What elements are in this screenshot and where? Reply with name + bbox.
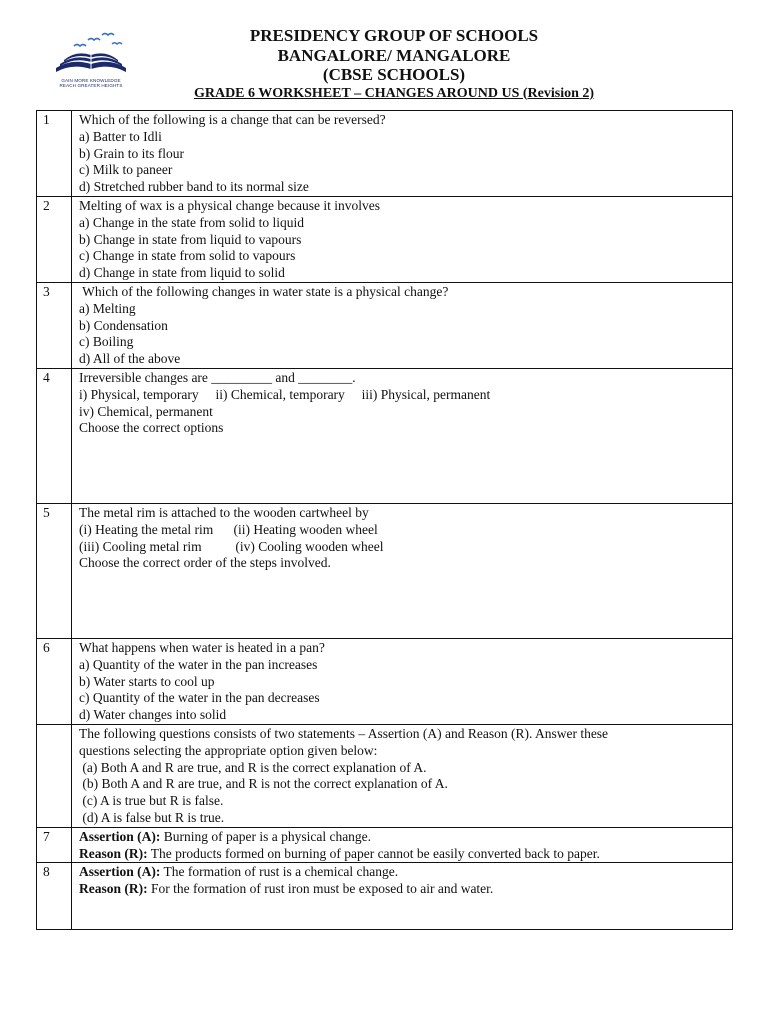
option-b: b) Condensation	[79, 317, 168, 333]
option-c: c) Change in state from solid to vapours	[79, 248, 296, 264]
title-block	[0, 26, 768, 102]
worksheet-header	[0, 0, 768, 110]
question-number: 2	[37, 196, 72, 282]
question-row-4	[37, 368, 733, 503]
question-row-7	[37, 827, 733, 863]
question-content	[72, 863, 733, 930]
instructions-content	[72, 724, 733, 827]
question-content	[72, 638, 733, 724]
school-location: BANGALORE/ MANGALORE	[277, 45, 511, 65]
question-number: 1	[37, 111, 72, 197]
question-row-5	[37, 503, 733, 638]
option-b: b) Grain to its flour	[79, 145, 184, 161]
question-content	[72, 196, 733, 282]
assertion-text: Burning of paper is a physical change.	[160, 828, 372, 844]
worksheet-title: GRADE 6 WORKSHEET – CHANGES AROUND US (Revision 2)	[193, 85, 595, 101]
instruction-text: Choose the correct options	[79, 420, 224, 436]
question-number: 7	[37, 827, 72, 863]
option-d: (d) A is false but R is true.	[79, 809, 225, 825]
option-line: iv) Chemical, permanent	[79, 403, 213, 419]
question-text: Irreversible changes are _________ and ________.	[79, 369, 356, 385]
question-text: What happens when water is heated in a pan?	[79, 639, 325, 655]
option-a: a) Melting	[79, 300, 136, 316]
assertion-reason-instructions-row	[37, 724, 733, 827]
instruction-text: questions selecting the appropriate option given below:	[79, 742, 378, 758]
option-line: (i) Heating the metal rim (ii) Heating wooden wheel	[79, 521, 378, 537]
question-row-8	[37, 863, 733, 930]
question-row-1	[37, 111, 733, 197]
reason-text: For the formation of rust iron must be exposed to air and water.	[147, 881, 494, 897]
option-c: c) Quantity of the water in the pan decreases	[79, 690, 320, 706]
question-content	[72, 111, 733, 197]
question-text: Which of the following is a change that can be reversed?	[79, 112, 386, 127]
reason-text: The products formed on burning of paper cannot be easily converted back to paper.	[147, 845, 600, 861]
option-c: c) Milk to paneer	[79, 162, 173, 178]
instruction-text: Choose the correct order of the steps involved.	[79, 555, 331, 571]
reason-label: Reason (R):	[79, 845, 148, 861]
question-row-3	[37, 282, 733, 368]
option-a: a) Change in the state from solid to liquid	[79, 214, 304, 230]
option-b: (b) Both A and R are true, and R is not the correct explanation of A.	[79, 776, 448, 792]
instruction-text: The following questions consists of two statements – Assertion (A) and Reason (R). Answer these	[79, 725, 609, 741]
question-number: 5	[37, 503, 72, 638]
assertion-label: Assertion (A):	[79, 864, 161, 880]
question-content	[72, 827, 733, 863]
option-c: c) Boiling	[79, 334, 134, 350]
assertion-line	[79, 829, 728, 846]
question-text: Melting of wax is a physical change because it involves	[79, 197, 381, 213]
assertion-line	[79, 864, 728, 881]
option-d: d) Water changes into solid	[79, 707, 227, 723]
reason-line	[79, 881, 728, 898]
option-d: d) Stretched rubber band to its normal size	[79, 179, 309, 195]
question-number	[37, 724, 72, 827]
option-a: (a) Both A and R are true, and R is the correct explanation of A.	[79, 759, 427, 775]
question-number: 6	[37, 638, 72, 724]
question-content	[72, 503, 733, 638]
option-b: b) Change in state from liquid to vapours	[79, 231, 302, 247]
assertion-label: Assertion (A):	[79, 828, 161, 844]
question-number: 4	[37, 368, 72, 503]
option-d: d) Change in state from liquid to solid	[79, 265, 285, 281]
option-a: a) Quantity of the water in the pan increases	[79, 656, 318, 672]
reason-line	[79, 846, 728, 863]
assertion-text: The formation of rust is a chemical change.	[160, 864, 399, 880]
option-c: (c) A is true but R is false.	[79, 793, 224, 809]
option-line: i) Physical, temporary ii) Chemical, temporary iii) Physical, permanent	[79, 386, 491, 402]
question-text: The metal rim is attached to the wooden cartwheel by	[79, 504, 369, 520]
option-d: d) All of the above	[79, 351, 181, 367]
option-line: (iii) Cooling metal rim (iv) Cooling wooden wheel	[79, 538, 384, 554]
question-row-2	[37, 196, 733, 282]
question-content	[72, 368, 733, 503]
questions-table	[36, 110, 733, 930]
question-row-6	[37, 638, 733, 724]
question-number: 3	[37, 282, 72, 368]
option-a: a) Batter to Idli	[79, 128, 162, 144]
logo-motto: GAIN MORE KNOWLEDGE REACH GREATER HEIGHTS	[59, 78, 123, 89]
school-board: (CBSE SCHOOLS)	[322, 65, 466, 84]
option-b: b) Water starts to cool up	[79, 673, 215, 689]
reason-label: Reason (R):	[79, 881, 148, 897]
school-name: PRESIDENCY GROUP OF SCHOOLS	[249, 26, 539, 45]
question-text: Which of the following changes in water state is a physical change?	[79, 283, 449, 299]
question-content	[72, 282, 733, 368]
question-number: 8	[37, 863, 72, 930]
